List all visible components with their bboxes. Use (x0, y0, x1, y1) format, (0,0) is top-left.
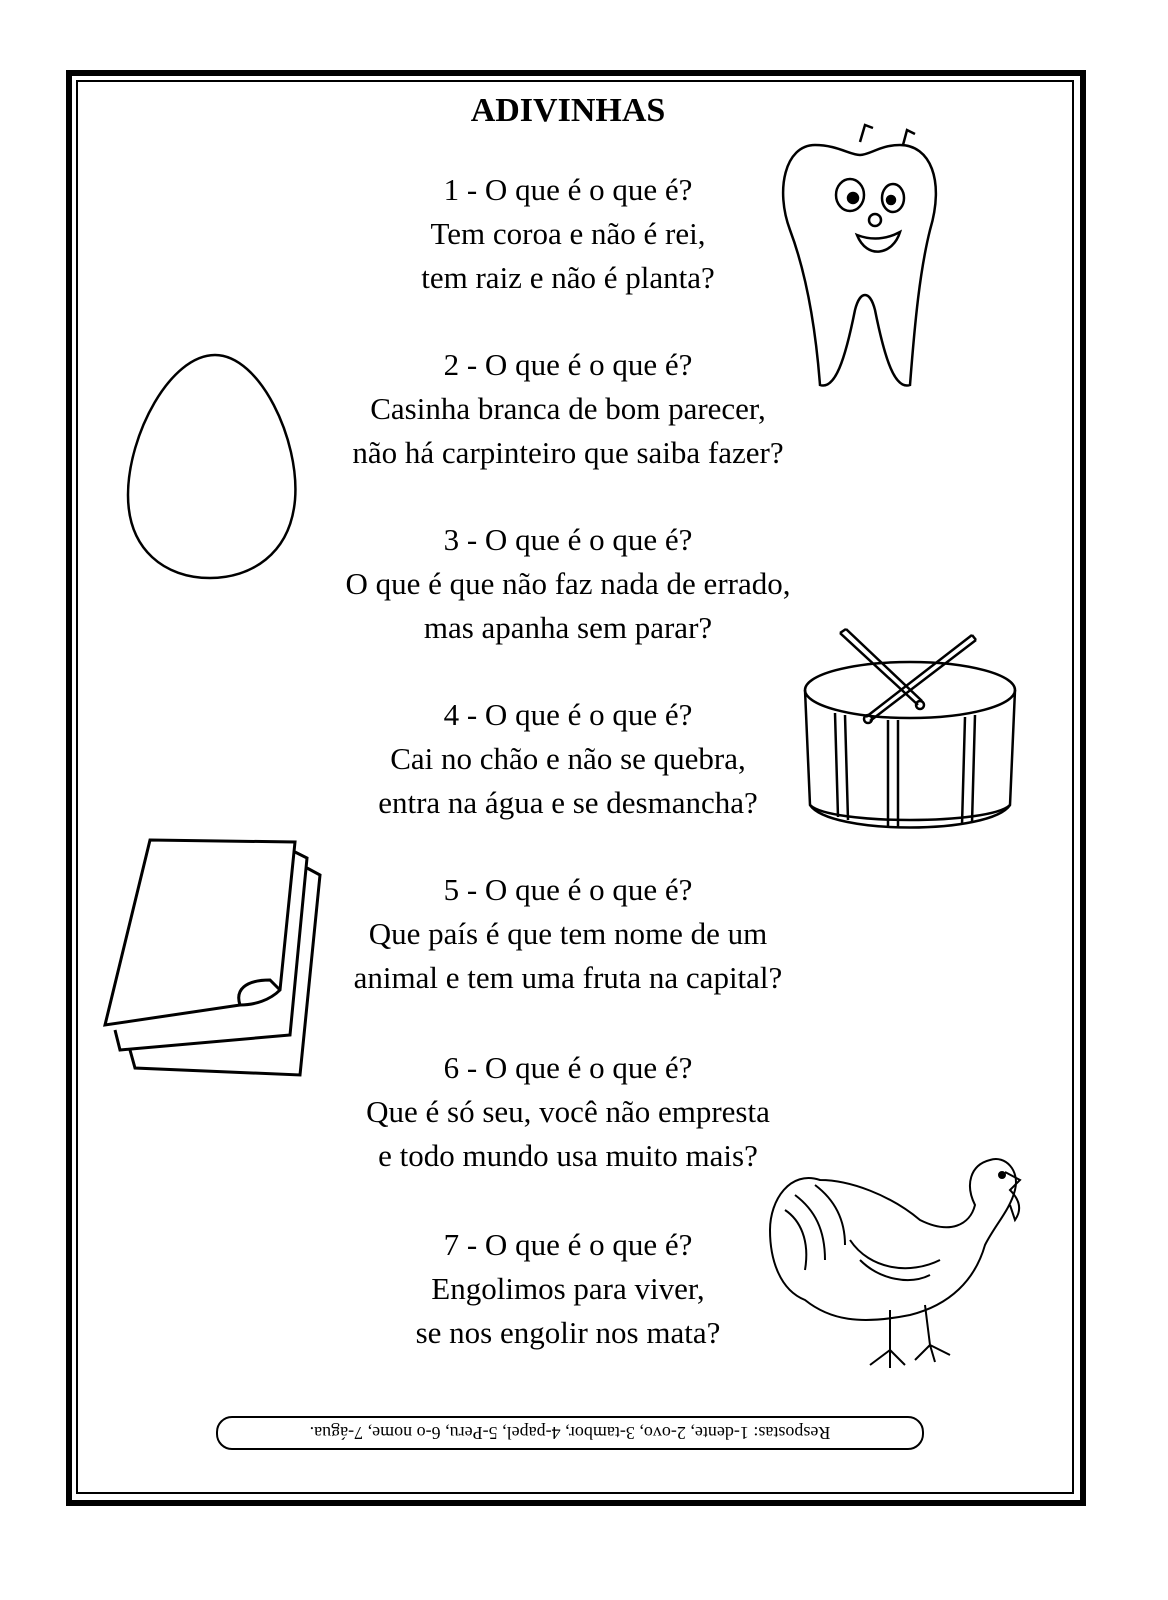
riddle-line: se nos engolir nos mata? (415, 1315, 721, 1350)
riddle-line: animal e tem uma fruta na capital? (353, 960, 783, 995)
riddle-line: tem raiz e não é planta? (421, 260, 715, 295)
riddle-1 (0, 168, 1136, 300)
egg-illustration (120, 350, 305, 585)
riddle-question: 1 - O que é o que é? (443, 172, 693, 207)
answers-key: Respostas: 1-dente, 2-ovo, 3-tambor, 4-papel, 5-Peru, 6-o nome, 7-água. (216, 1416, 924, 1450)
riddle-line: Engolimos para viver, (431, 1271, 705, 1306)
riddle-question: 2 - O que é o que é? (443, 347, 693, 382)
riddle-line: O que é que não faz nada de errado, (345, 566, 791, 601)
drum-illustration (800, 625, 1025, 840)
riddle-line: Casinha branca de bom parecer, (370, 391, 766, 426)
riddle-line: não há carpinteiro que saiba fazer? (352, 435, 784, 470)
tooth-illustration (775, 120, 945, 395)
riddle-question: 3 - O que é o que é? (443, 522, 693, 557)
riddle-line: e todo mundo usa muito mais? (378, 1138, 758, 1173)
paper-illustration (95, 830, 335, 1085)
riddle-question: 4 - O que é o que é? (443, 697, 693, 732)
riddle-line: Tem coroa e não é rei, (430, 216, 706, 251)
riddle-line: Que é só seu, você não empresta (366, 1094, 770, 1129)
riddle-line: Cai no chão e não se quebra, (390, 741, 746, 776)
page-title: ADIVINHAS (470, 92, 666, 129)
riddle-question: 7 - O que é o que é? (443, 1227, 693, 1262)
turkey-illustration (760, 1150, 1045, 1375)
riddle-line: Que país é que tem nome de um (368, 916, 768, 951)
riddle-question: 6 - O que é o que é? (443, 1050, 693, 1085)
riddle-question: 5 - O que é o que é? (443, 872, 693, 907)
riddle-line: mas apanha sem parar? (423, 610, 713, 645)
riddle-line: entra na água e se desmancha? (378, 785, 758, 820)
